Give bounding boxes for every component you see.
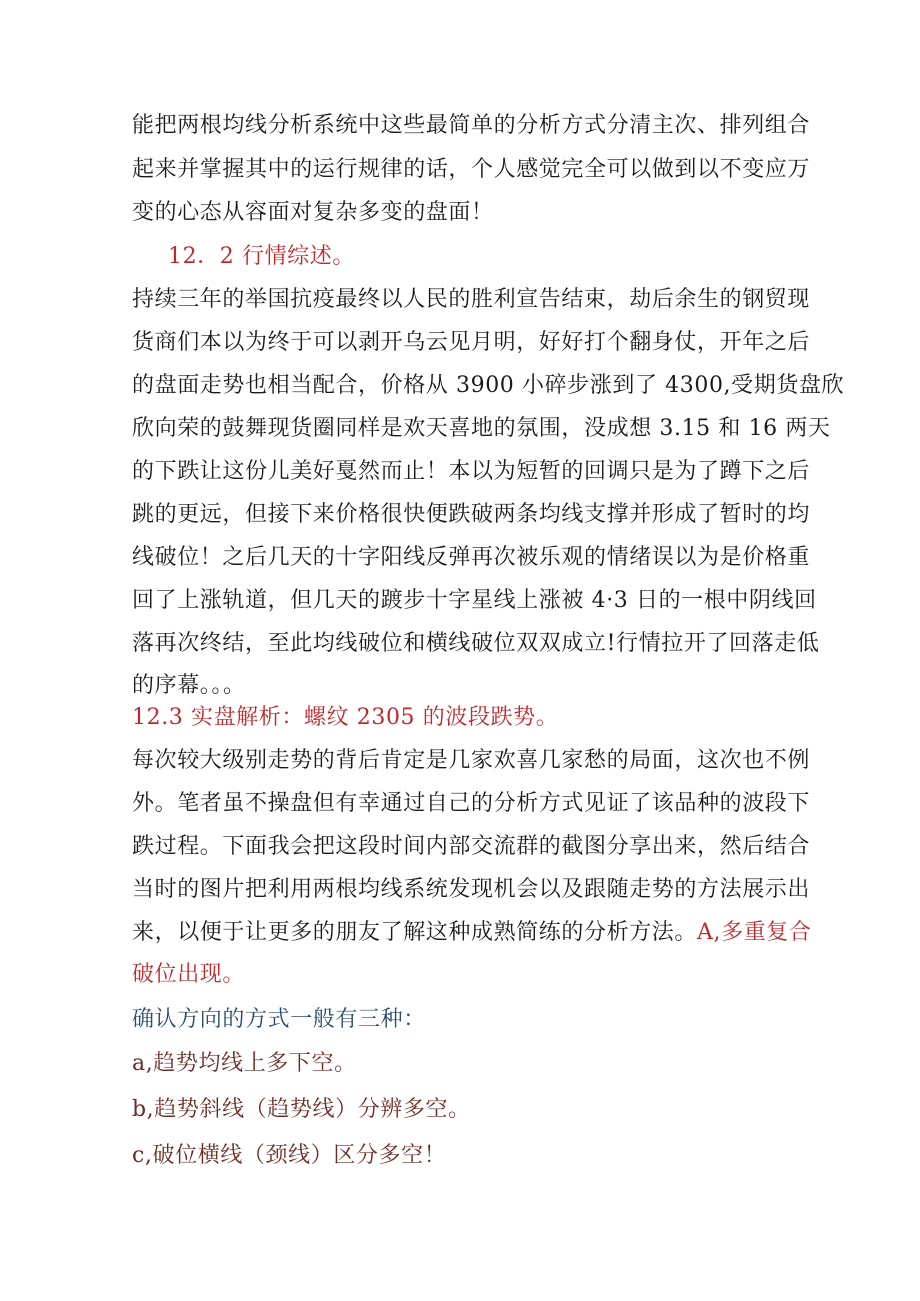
paragraph-2-line-10: 的序幕。。。 (132, 673, 246, 698)
paragraph-3-line-4: 当时的图片把利用两根均线系统发现机会以及跟随走势的方法展示出 (132, 877, 811, 902)
paragraph-3-line-5-text: 来，以便于让更多的朋友了解这种成熟简练的分析方法。 (132, 920, 698, 945)
subheading-a-end: 破位出现。 (132, 962, 246, 987)
paragraph-3-line-5 (132, 913, 812, 953)
paragraph-2-line-3: 的盘面走势也相当配合，价格从 3900 小碎步涨到了 4300,受期货盘欣 (132, 373, 845, 398)
method-intro: 确认方向的方式一般有三种： (132, 1007, 426, 1032)
paragraph-2-line-9: 落再次终结，至此均线破位和横线破位双双成立!行情拉开了回落走低 (132, 631, 820, 656)
paragraph-3-line-3: 跌过程。下面我会把这段时间内部交流群的截图分享出来，然后结合 (132, 834, 811, 859)
paragraph-2-line-4: 欣向荣的鼓舞现货圈同样是欢天喜地的氛围，没成想 3.15 和 16 两天 (132, 416, 831, 441)
paragraph-3-line-1: 每次较大级别走势的背后肯定是几家欢喜几家愁的局面，这次也不例 (132, 748, 811, 773)
paragraph-2-line-6: 跳的更远，但接下来价格很快便跌破两条均线支撑并形成了暂时的均 (132, 502, 811, 527)
paragraph-2-line-7: 线破位！之后几天的十字阳线反弹再次被乐观的情绪误以为是价格重 (132, 545, 811, 570)
method-item-a: a,趋势均线上多下空。 (132, 1051, 357, 1076)
paragraph-1-line-2: 起来并掌握其中的运行规律的话，个人感觉完全可以做到以不变应万 (132, 157, 811, 182)
paragraph-2-line-8: 回了上涨轨道，但几天的踱步十字星线上涨被 4·3 日的一根中阴线回 (132, 588, 817, 613)
paragraph-2-line-5: 的下跌让这份儿美好戛然而止！本以为短暂的回调只是为了蹲下之后 (132, 459, 811, 484)
method-item-b: b,趋势斜线（趋势线）分辨多空。 (132, 1097, 471, 1122)
section-heading-12-2: 12．2 行情综述。 (168, 244, 355, 269)
section-heading-12-3: 12.3 实盘解析：螺纹 2305 的波段跌势。 (132, 705, 559, 730)
subheading-a-start: A,多重复合 (697, 920, 812, 945)
paragraph-1-line-3: 变的心态从容面对复杂多变的盘面！ (132, 200, 494, 225)
paragraph-1-line-1: 能把两根均线分析系统中这些最简单的分析方式分清主次、排列组合 (132, 113, 811, 138)
paragraph-3-line-2: 外。笔者虽不操盘但有幸通过自己的分析方式见证了该品种的波段下 (132, 791, 811, 816)
paragraph-2-line-1: 持续三年的举国抗疫最终以人民的胜利宣告结束，劫后余生的钢贸现 (132, 287, 811, 312)
paragraph-2-line-2: 货商们本以为终于可以剥开乌云见月明，好好打个翻身仗，开年之后 (132, 330, 811, 355)
method-item-c: c,破位横线（颈线）区分多空！ (132, 1143, 447, 1168)
